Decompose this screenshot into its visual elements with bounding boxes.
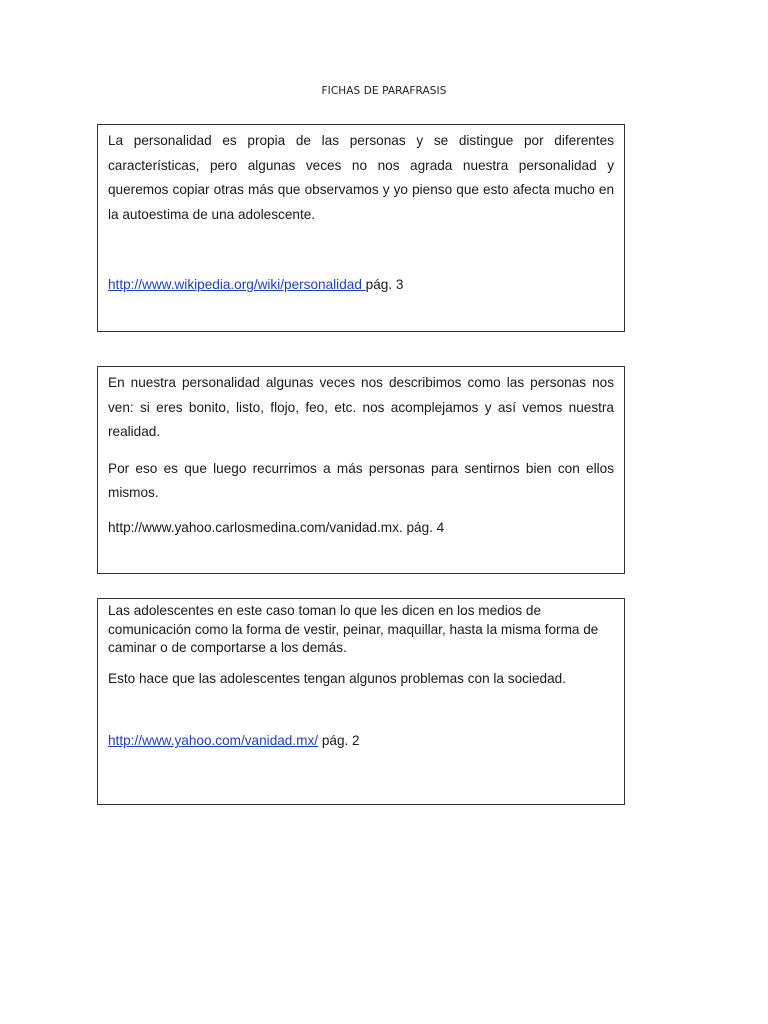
source-page: pág. 3 [365,277,404,292]
card-paragraph: En nuestra personalidad algunas veces nos describimos como las personas nos ven: si eres bonito, listo, flojo, feo, etc. nos acomplejamos y así vemos nuestra realidad. [108,375,614,439]
paraphrase-card [97,366,625,574]
card-source: http://www.yahoo.carlosmedina.com/vanidad.mx. pág. 4 [108,519,445,535]
paraphrase-card [97,598,625,805]
source-page: pág. 2 [321,733,360,748]
source-link[interactable]: http://www.wikipedia.org/wiki/personalidad [108,277,366,292]
card-paragraph: Las adolescentes en este caso toman lo que les dicen en los medios de comunicación como la forma de vestir, peinar, maquillar, hasta la misma forma de caminar o de comportarse a los demás. [108,603,599,655]
card-paragraph: La personalidad es propia de las personas y se distingue por diferentes características, pero algunas veces no nos agrada nuestra personalidad y queremos copiar otras más que observamos y yo pienso que esto afecta mucho en la autoestima de una adolescente. [108,133,614,222]
card-paragraph: Por eso es que luego recurrimos a más personas para sentirnos bien con ellos mismos. [108,460,614,500]
paraphrase-card [97,124,625,332]
card-paragraph: Esto hace que las adolescentes tengan algunos problemas con la sociedad. [108,670,566,686]
card-source [108,732,360,750]
page-title: FICHAS DE PARAFRASIS [321,85,447,97]
source-link[interactable]: http://www.yahoo.com/vanidad.mx/ [108,733,319,748]
card-source [108,276,403,294]
